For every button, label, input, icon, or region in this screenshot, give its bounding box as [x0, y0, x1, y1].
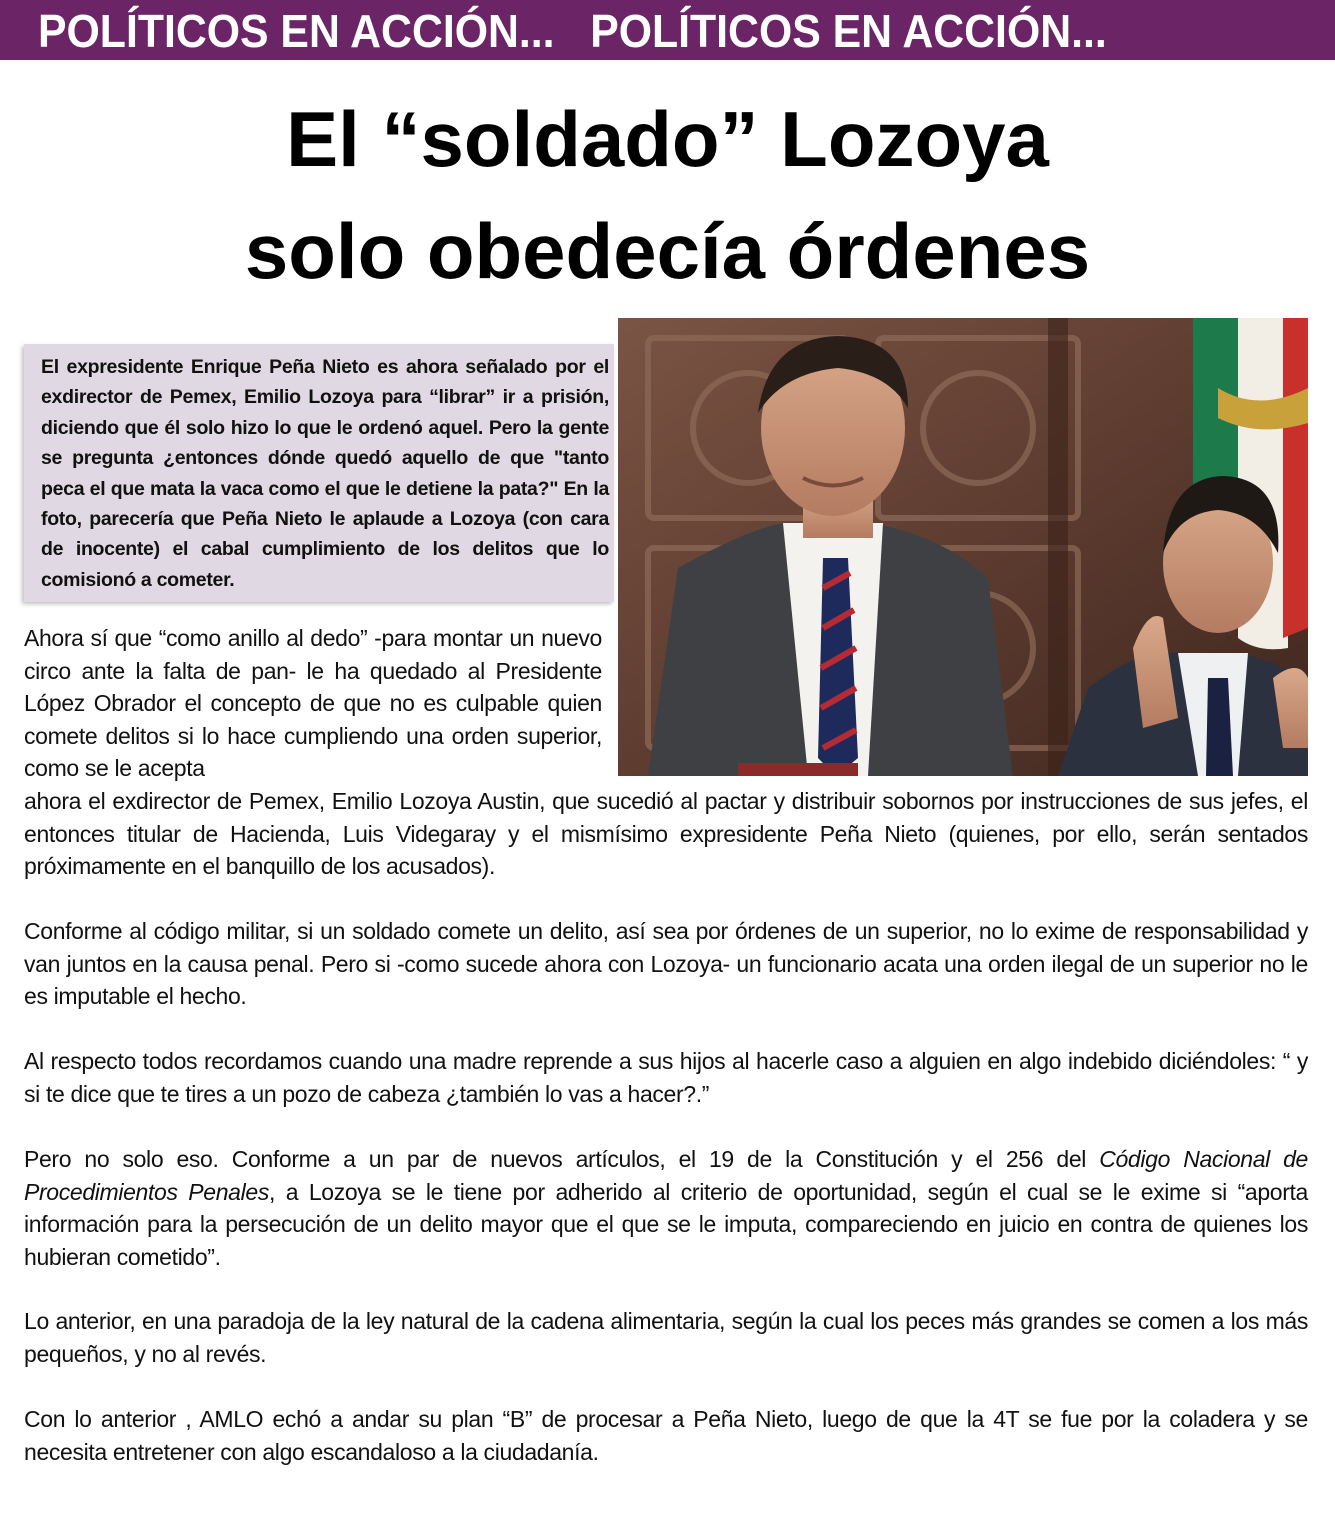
article-photo	[618, 318, 1308, 776]
paragraph-4-italic-title: Código Nacional de Procedimientos Penales	[24, 1146, 1308, 1205]
article-paragraph-1-part-2: ahora el exdirector de Pemex, Emilio Lozoya Austin, que sucedió al pactar y distribuir sobornos por instrucciones de sus jefes, el entonces titular de Hacienda, Luis Videgaray y el mismísimo expresidente Peña Nieto (quienes, por ello, serán sentados próximamente en el banquillo de los acusados).	[24, 788, 1308, 880]
summary-text: El expresidente Enrique Peña Nieto es ahora señalado por el exdirector de Pemex, Emilio Lozoya para “librar” ir a prisión, diciendo que él solo hizo lo que le ordenó aquel. Pero la gente se pregunta ¿entonces dónde quedó aquello de que "tanto peca el que mata la vaca como el que le detiene la pata?" En la foto, parecería que Peña Nieto le aplaude a Lozoya (con cara de inocente) el cabal cumplimiento de los delitos que lo comisionó a cometer.	[41, 356, 609, 591]
headline-line-1: El “soldado” Lozoya	[286, 95, 1049, 183]
paragraph-4-end: , a Lozoya se le tiene por adherido al criterio de oportunidad, según el cual se le exime si “aporta información para la persecución de un delito mayor que el que se le imputa, compareciendo en juicio en contra de quienes los hubieran cometido”.	[24, 1178, 1309, 1270]
article-paragraph-1-part-1: Ahora sí que “como anillo al dedo” -para montar un nuevo circo ante la falta de pan- le ha quedado al Presidente López Obrador el concepto de que no es culpable quien comete delitos si lo hace cumpliendo una orden superior, como se le acepta	[24, 625, 602, 782]
article-paragraph-4	[24, 1143, 1308, 1273]
article-paragraph-5: Lo anterior, en una paradoja de la ley natural de la cadena alimentaria, según la cual los peces más grandes se comen a los más pequeños, y no al revés.	[24, 1308, 1308, 1367]
paragraph-4-start: Pero no solo eso. Conforme a un par de nuevos artículos, el 19 de la Constitución y el 256 del	[24, 1146, 1100, 1172]
section-banner	[0, 0, 1335, 60]
article-paragraph-2: Conforme al código militar, si un soldado comete un delito, así sea por órdenes de un superior, no lo exime de responsabilidad y van juntos en la causa penal. Pero si -como sucede ahora con Lozoya- un funcionario acata una orden ilegal de un superior no le es imputable el hecho.	[24, 918, 1308, 1010]
section-banner-text: POLÍTICOS EN ACCIÓN... POLÍTICOS EN ACCIÓN...	[38, 5, 1107, 57]
photo-illustration	[618, 318, 1308, 776]
article-paragraph-6: Con lo anterior , AMLO echó a andar su plan “B” de procesar a Peña Nieto, luego de que la 4T se fue por la coladera y se necesita entretener con algo escandaloso a la ciudadanía.	[24, 1406, 1308, 1465]
article-paragraph-3: Al respecto todos recordamos cuando una madre reprende a sus hijos al hacerle caso a alguien en algo indebido diciéndoles: “ y si te dice que te tires a un pozo de cabeza ¿también lo vas a hacer?.”	[24, 1048, 1308, 1107]
headline-line-2: solo obedecía órdenes	[244, 207, 1091, 295]
summary-box	[24, 344, 614, 602]
